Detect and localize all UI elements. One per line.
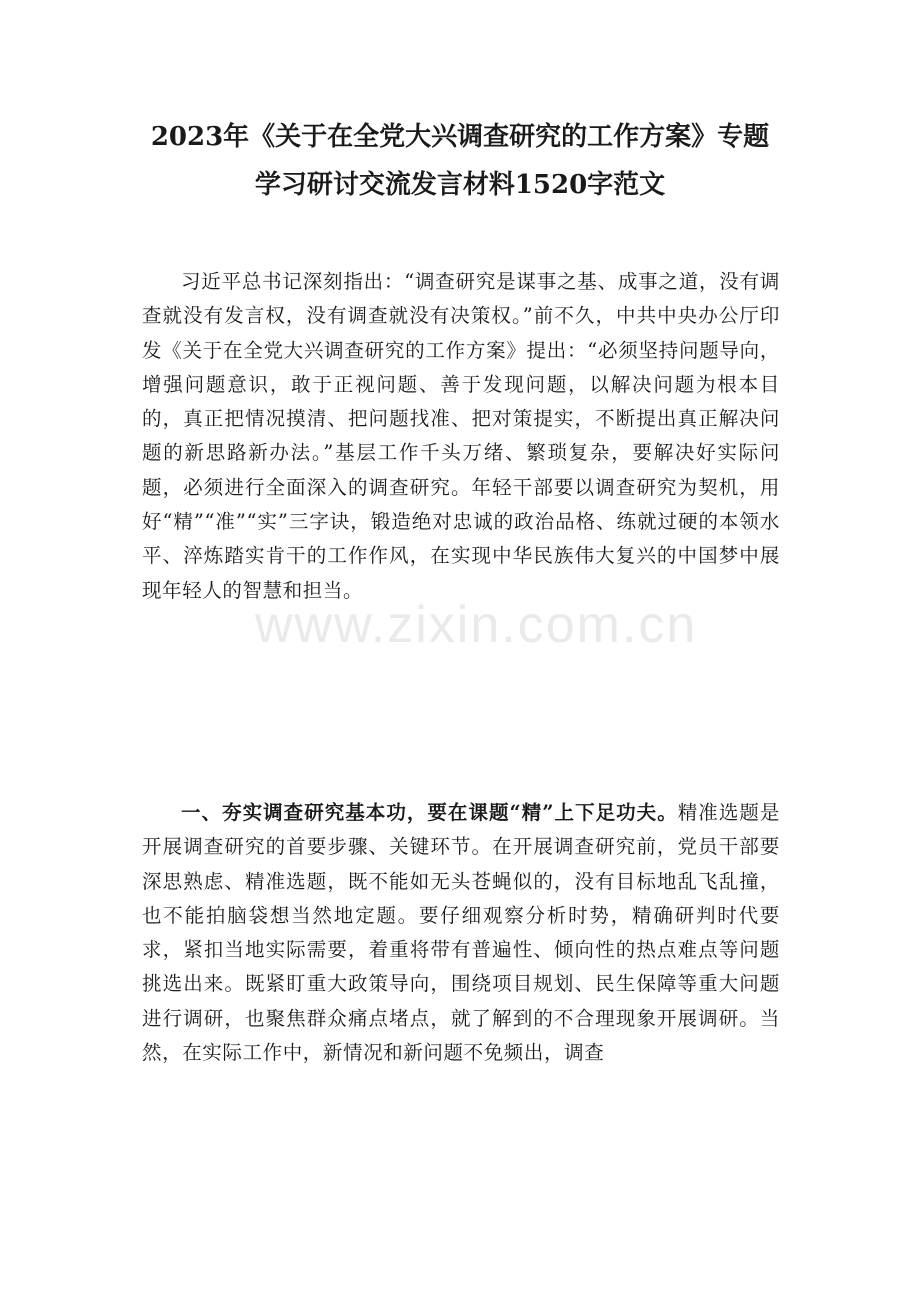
title-line-2: 学习研讨交流发言材料1520字范文 <box>254 170 666 200</box>
title-line-1: 2023年《关于在全党大兴调查研究的工作方案》专题 <box>150 122 770 152</box>
intro-paragraph: 习近平总书记深刻指出：“调查研究是谋事之基、成事之道，没有调查就没有发言权，没有调查就没有决策权。”前不久，中共中央办公厅印发《关于在全党大兴调查研究的工作方案》提出：“必须坚持问题导向，增强问题意识，敢于正视问题、善于发现问题，以解决问题为根本目的，真正把情况摸清、把问题找准、把对策提实，不断提出真正解决问题的新思路新办法。”基层工作千头万绪、繁琐复杂，要解决好实际问题，必须进行全面深入的调查研究。年轻干部要以调查研究为契机，用好“精”“准”“实”三字诀，锻造绝对忠诚的政治品格、练就过硬的本领水平、淬炼踏实肯干的工作作风，在实现中华民族伟大复兴的中国梦中展现年轻人的智慧和担当。 <box>142 270 780 602</box>
document-title <box>120 113 800 209</box>
section-1-body: 精准选题是开展调查研究的首要步骤、关键环节。在开展调查研究前，党员干部要深思熟虑、精准选题，既不能如无头苍蝇似的，没有目标地乱飞乱撞，也不能拍脑袋想当然地定题。要仔细观察分析时势，精确研判时代要求，紧扣当地实际需要，着重将带有普遍性、倾向性的热点难点等问题挑选出来。既紧盯重大政策导向，围绕项目规划、民生保障等重大问题进行调研，也聚焦群众痛点堵点，就了解到的不合理现象开展调研。当然，在实际工作中，新情况和新问题不免频出，调查 <box>142 801 780 1065</box>
section-1-paragraph <box>142 796 780 1070</box>
section-1-heading: 一、夯实调查研究基本功，要在课题“精”上下足功夫。 <box>181 801 678 824</box>
watermark: www.zixin.com.cn <box>255 596 698 654</box>
